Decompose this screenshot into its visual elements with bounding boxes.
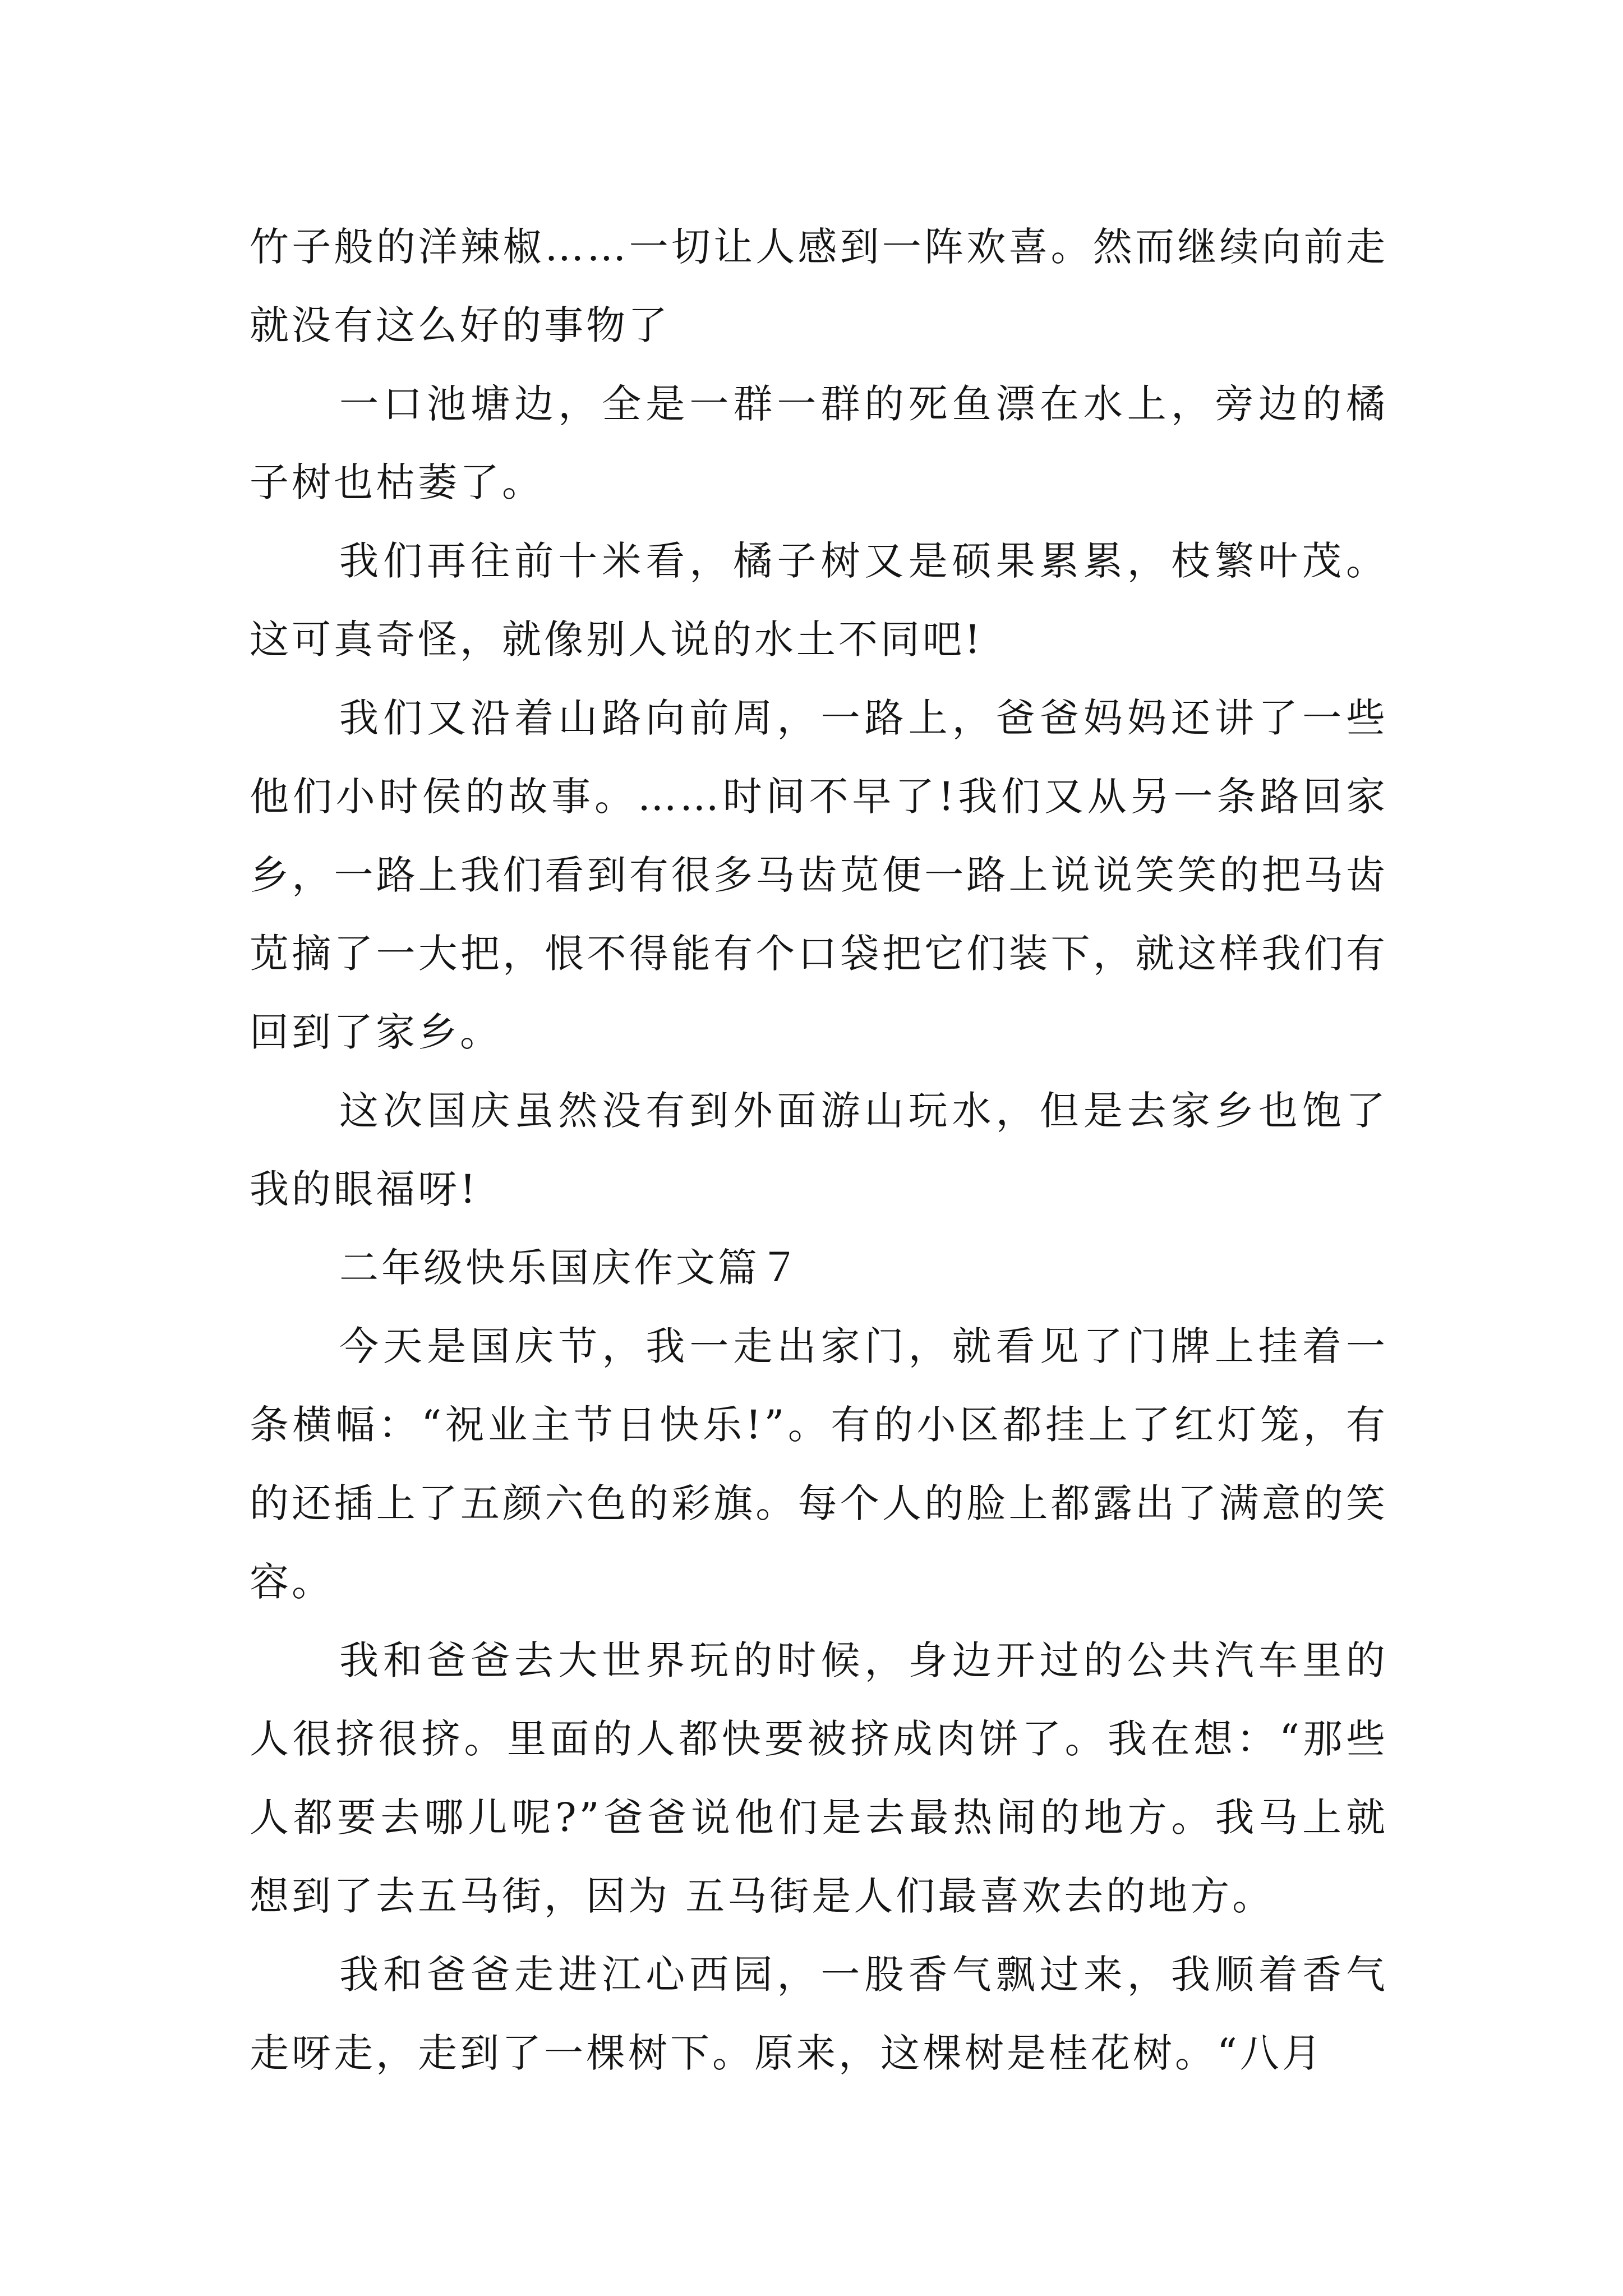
paragraph-4: 我们又沿着山路向前周，一路上，爸爸妈妈还讲了一些他们小时侯的故事。……时间不早了!我们又从另一条路回家乡，一路上我们看到有很多马齿苋便一路上说说笑笑的把马齿苋摘了一大把，恨不得能有个口袋把它们装下，就这样我们有回到了家乡。: [250, 695, 1388, 1055]
section-heading: 二年级快乐国庆作文篇７: [339, 1245, 802, 1291]
paragraph-5: 这次国庆虽然没有到外面游山玩水，但是去家乡也饱了我的眼福呀!: [250, 1088, 1388, 1212]
paragraph-7: 我和爸爸去大世界玩的时候，身边开过的公共汽车里的人很挤很挤。里面的人都快要被挤成肉饼了。我在想：“那些人都要去哪儿呢?”爸爸说他们是去最热闹的地方。我马上就想到了去五马街，因为 五马街是人们最喜欢去的地方。: [250, 1637, 1388, 1919]
paragraph-6: 今天是国庆节，我一走出家门，就看见了门牌上挂着一条横幅：“祝业主节日快乐!”。有的小区都挂上了红灯笼，有的还插上了五颜六色的彩旗。每个人的脸上都露出了满意的笑容。: [250, 1323, 1388, 1605]
paragraph-2: 一口池塘边，全是一群一群的死鱼漂在水上，旁边的橘子树也枯萎了。: [250, 381, 1388, 505]
paragraph-3: 我们再往前十米看，橘子树又是硕果累累，枝繁叶茂。这可真奇怪，就像别人说的水土不同吧!: [250, 538, 1388, 662]
paragraph-1: 竹子般的洋辣椒……一切让人感到一阵欢喜。然而继续向前走就没有这么好的事物了: [250, 224, 1388, 348]
document-body: [250, 208, 1388, 2092]
paragraph-8: 我和爸爸走进江心西园，一股香气飘过来，我顺着香气走呀走，走到了一棵树下。原来，这棵树是桂花树。“八月: [250, 1952, 1388, 2076]
